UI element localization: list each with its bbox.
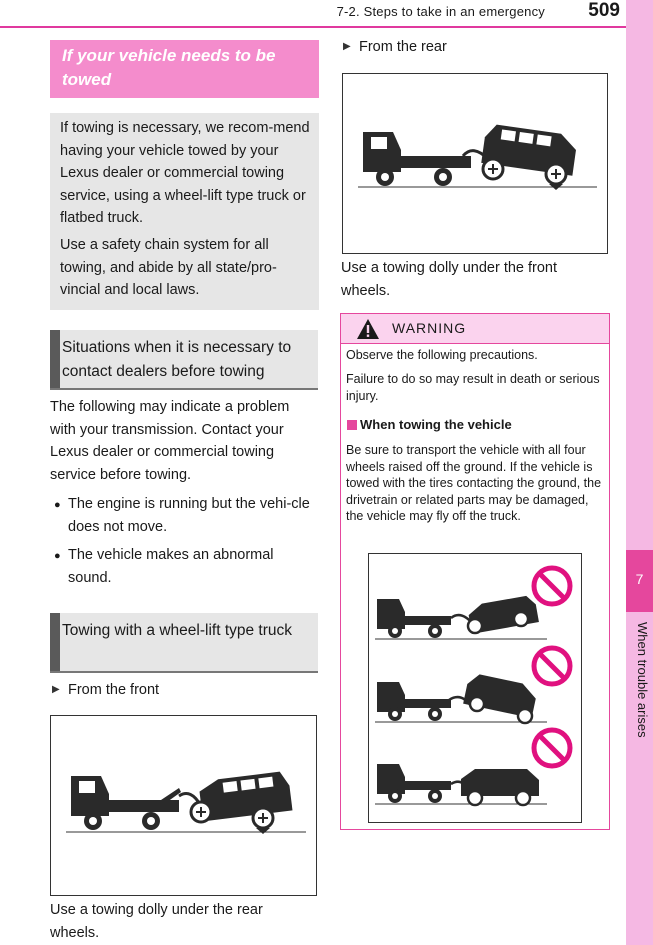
warning-triangle-icon [356,318,380,345]
page-number: 509 [588,0,620,21]
situations-body: The following may indicate a problem with your transmission. Contact your Lexus dealer or commercial towing service before towing. [50,399,290,483]
section-title: 7-2. Steps to take in an emergency [336,4,545,19]
prohibited-towing-illustration [368,553,582,823]
wheel-lift-heading [50,613,318,673]
tow-truck-icon [369,554,581,822]
rear-tow-illustration [342,73,608,254]
tow-truck-icon [51,716,316,895]
arrow-right-icon: ▶ [52,684,60,695]
bullet-item: The vehicle makes an abnormal sound. [68,547,274,586]
tow-truck-icon [343,74,607,253]
warning-failure: Failure to do so may result in death or serious injury. [346,372,600,403]
wheel-lift-heading-text: Towing with a wheel-lift type truck [62,622,293,639]
info-paragraph: Use a safety chain system for all towing, and abide by all state/pro-vincial and local laws. [60,237,277,298]
warning-title: WARNING [392,320,467,336]
bullet-dot-icon: ● [54,499,61,511]
rear-label: From the rear [359,39,447,55]
bullet-item: The engine is running but the vehi-cle does not move. [68,496,310,535]
chapter-title: When trouble arises [635,622,650,738]
chapter-number: 7 [635,571,644,587]
heading-bar [50,613,60,671]
arrow-right-icon: ▶ [343,41,351,52]
main-title: If your vehicle needs to be towed [62,46,276,89]
suv-icon [198,771,292,822]
warning-subheading: When towing the vehicle [360,417,512,432]
situations-heading [50,330,318,390]
header-rule [0,26,626,28]
warning-header [341,314,609,344]
situations-heading-text: Situations when it is necessary to contact dealers before towing [62,339,292,380]
warning-body: Be sure to transport the vehicle with all four wheels raised off the ground. If the vehicle is towed with the tires contacting the ground, the drivetrain or related parts may be damaged, the vehicle may fly off the truck. [346,443,602,523]
prohibition-icon [534,648,570,684]
bullet-dot-icon: ● [54,550,61,562]
prohibition-icon [534,568,570,604]
square-bullet-icon [347,420,357,430]
front-label: From the front [68,682,160,698]
heading-bar [50,330,60,388]
front-tow-illustration [50,715,317,896]
info-paragraph: If towing is necessary, we recom-mend having your vehicle towed by your Lexus dealer or commercial towing service, using a wheel-lift type truck or flatbed truck. [60,120,310,226]
rear-caption: Use a towing dolly under the front wheels. [341,260,558,299]
prohibition-icon [534,730,570,766]
towing-dolly-icon [256,828,270,834]
warning-intro: Observe the following precautions. [346,348,538,362]
front-caption: Use a towing dolly under the rear wheels. [50,902,263,941]
